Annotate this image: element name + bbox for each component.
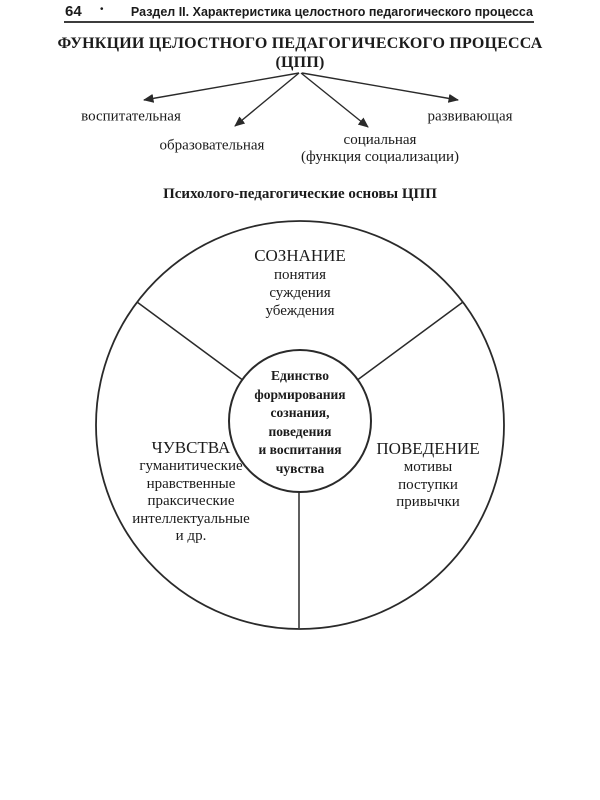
center-unity-line: чувства (275, 460, 325, 476)
page-number: 64 (65, 3, 82, 20)
page-title-line1: ФУНКЦИИ ЦЕЛОСТНОГО ПЕДАГОГИЧЕСКОГО ПРОЦЕССА (57, 35, 543, 52)
fan-label-sotsialnaya (301, 132, 459, 166)
list-item: привычки (396, 494, 460, 510)
fan-arrow-vospitatelnaya (144, 73, 299, 100)
center-unity-line: поведения (268, 423, 332, 439)
center-unity-line: и воспитания (258, 442, 342, 457)
sector-behavior (376, 439, 479, 512)
running-head: Раздел II. Характеристика целостного педагогического процесса (130, 5, 533, 19)
sector-behavior-items (376, 459, 479, 512)
fan-label-obrazovatelnaya: образовательная (159, 137, 265, 154)
list-item: мотивы (403, 459, 453, 475)
list-item: интеллектуальные (132, 510, 250, 527)
center-unity-line: Единство (271, 368, 329, 383)
list-item: гуманитические (139, 458, 243, 474)
bullet-separator: • (100, 4, 104, 15)
diagram-subtitle: Психолого-педагогические основы ЦПП (163, 186, 437, 202)
list-item: убеждения (265, 303, 335, 319)
list-item: нравственные (146, 475, 236, 492)
center-unity-line: формирования (254, 386, 346, 402)
sector-feelings-items (132, 458, 250, 546)
sector-consciousness-heading: СОЗНАНИЕ (254, 246, 346, 265)
list-item: поступки (398, 476, 458, 493)
center-unity-line: сознания, (270, 405, 330, 420)
fan-label-sotsialnaya-line1: социальная (343, 132, 417, 148)
sector-consciousness (254, 246, 346, 320)
fan-arrow-obrazovatelnaya (235, 73, 299, 126)
sector-behavior-heading: ПОВЕДЕНИЕ (376, 439, 480, 458)
fan-label-vospitatelnaya: воспитательная (81, 108, 181, 125)
list-item: праксические (147, 493, 235, 509)
list-item: понятия (274, 267, 326, 283)
sector-consciousness-items (254, 266, 346, 320)
sector-feelings (132, 438, 250, 546)
sector-feelings-heading: ЧУВСТВА (151, 438, 231, 457)
list-item: суждения (269, 285, 331, 301)
list-item: и др. (175, 528, 207, 544)
fan-label-sotsialnaya-line2: (функция социализации) (300, 149, 460, 165)
fan-label-razvivayushchaya: развивающая (427, 108, 513, 125)
page-title-line2: (ЦПП) (275, 54, 325, 71)
fan-arrow-razvivayushchaya (302, 73, 458, 100)
fan-arrow-sotsialnaya (301, 73, 368, 127)
